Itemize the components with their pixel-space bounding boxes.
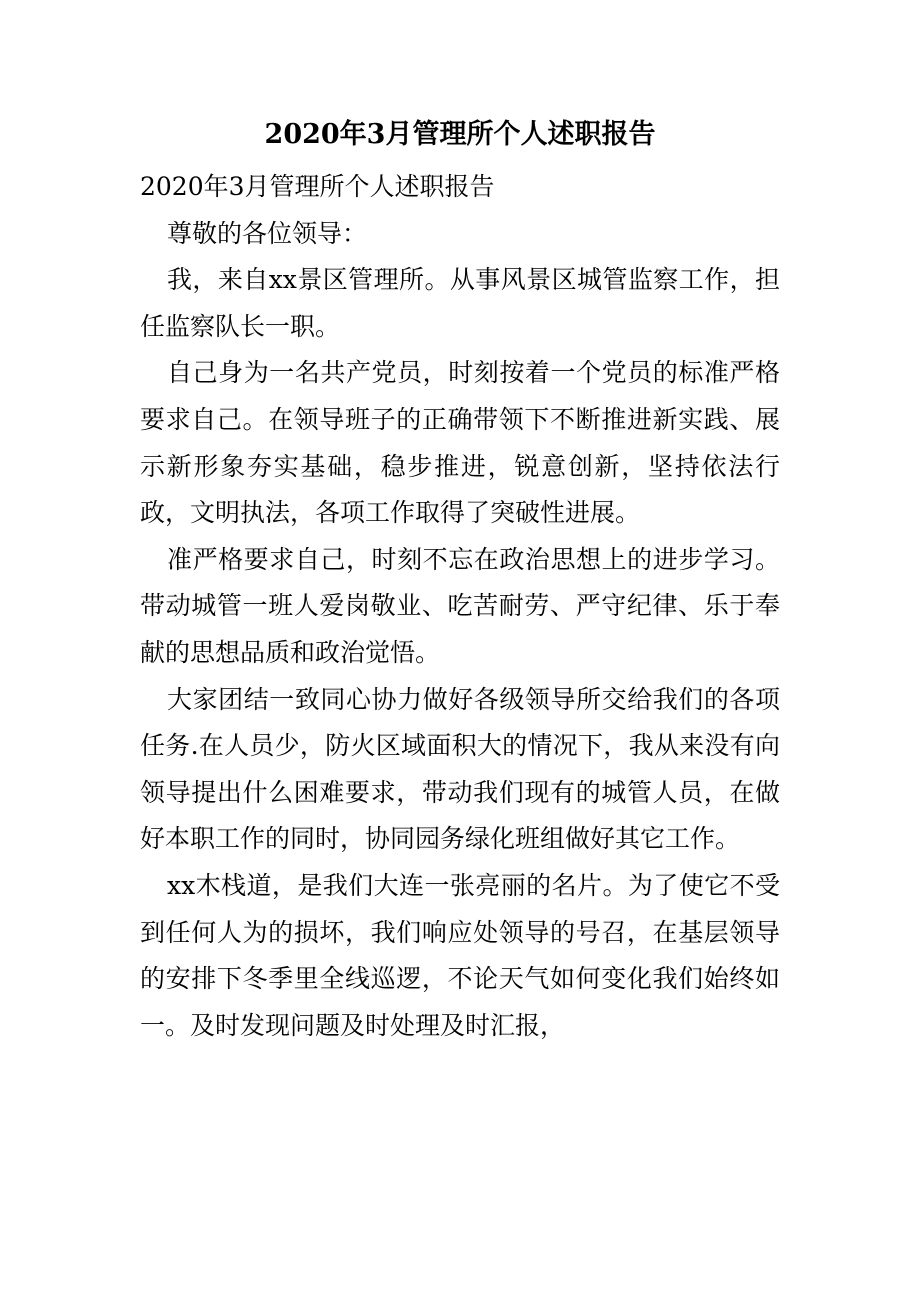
- document-body: [140, 164, 780, 1049]
- paragraph-5: xx木栈道，是我们大连一张亮丽的名片。为了使它不受到任何人为的损坏，我们响应处领导的号召，在基层领导的安排下冬季里全线巡逻，不论天气如何变化我们始终如一。及时发现问题及时处理及时汇报，: [140, 870, 780, 1040]
- salutation: 尊敬的各位领导：: [167, 218, 368, 248]
- paragraph-3: 准严格要求自己，时刻不忘在政治思想上的进步学习。带动城管一班人爱岗敬业、吃苦耐劳、严守纪律、乐于奉献的思想品质和政治觉悟。: [140, 544, 780, 667]
- paragraph-2: 自己身为一名共产党员，时刻按着一个党员的标准严格要求自己。在领导班子的正确带领下不断推进新实践、展示新形象夯实基础，稳步推进，锐意创新，坚持依法行政，文明执法，各项工作取得了突破性进展。: [140, 358, 780, 528]
- paragraph-4: 大家团结一致同心协力做好各级领导所交给我们的各项任务.在人员少，防火区域面积大的情况下，我从来没有向领导提出什么困难要求，带动我们现有的城管人员，在做好本职工作的同时，协同园务绿化班组做好其它工作。: [140, 684, 780, 854]
- document-title: 2020年3月管理所个人述职报告: [264, 119, 656, 150]
- paragraph-1: 我，来自xx景区管理所。从事风景区城管监察工作，担任监察队长一职。: [140, 265, 780, 341]
- document-subtitle: 2020年3月管理所个人述职报告: [140, 172, 495, 201]
